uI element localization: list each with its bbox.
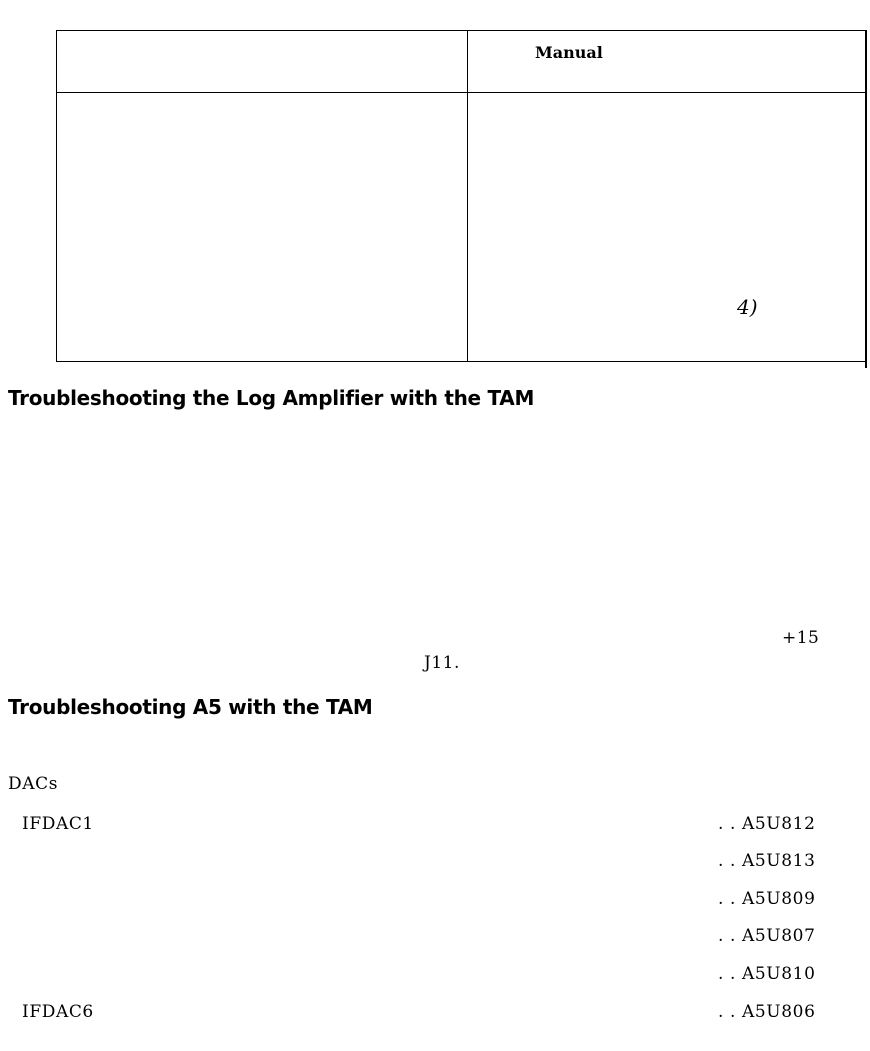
table-right-border <box>865 30 867 368</box>
table-header-divider <box>56 92 866 93</box>
section-heading-a5: Troubleshooting A5 with the TAM <box>8 695 373 719</box>
list-item-ref: . . A5U806 <box>718 1002 816 1022</box>
voltage-fragment: +15 <box>782 628 820 648</box>
list-item-ref: . . A5U813 <box>718 851 816 871</box>
table-column-divider <box>467 30 468 362</box>
list-item-label: IFDAC1 <box>22 814 94 834</box>
list-item-ref: . . A5U810 <box>718 964 816 984</box>
list-item-ref: . . A5U809 <box>718 889 816 909</box>
table-header-manual: Manual <box>535 43 603 62</box>
connector-fragment: J11. <box>424 653 460 673</box>
section-heading-log-amplifier: Troubleshooting the Log Amplifier with the TAM <box>8 386 535 410</box>
list-item-ref: . . A5U812 <box>718 814 816 834</box>
list-item-label: IFDAC6 <box>22 1002 94 1022</box>
list-item-ref: . . A5U807 <box>718 926 816 946</box>
dacs-list-title: DACs <box>8 774 59 794</box>
table-cell-fragment: 4) <box>737 295 758 319</box>
